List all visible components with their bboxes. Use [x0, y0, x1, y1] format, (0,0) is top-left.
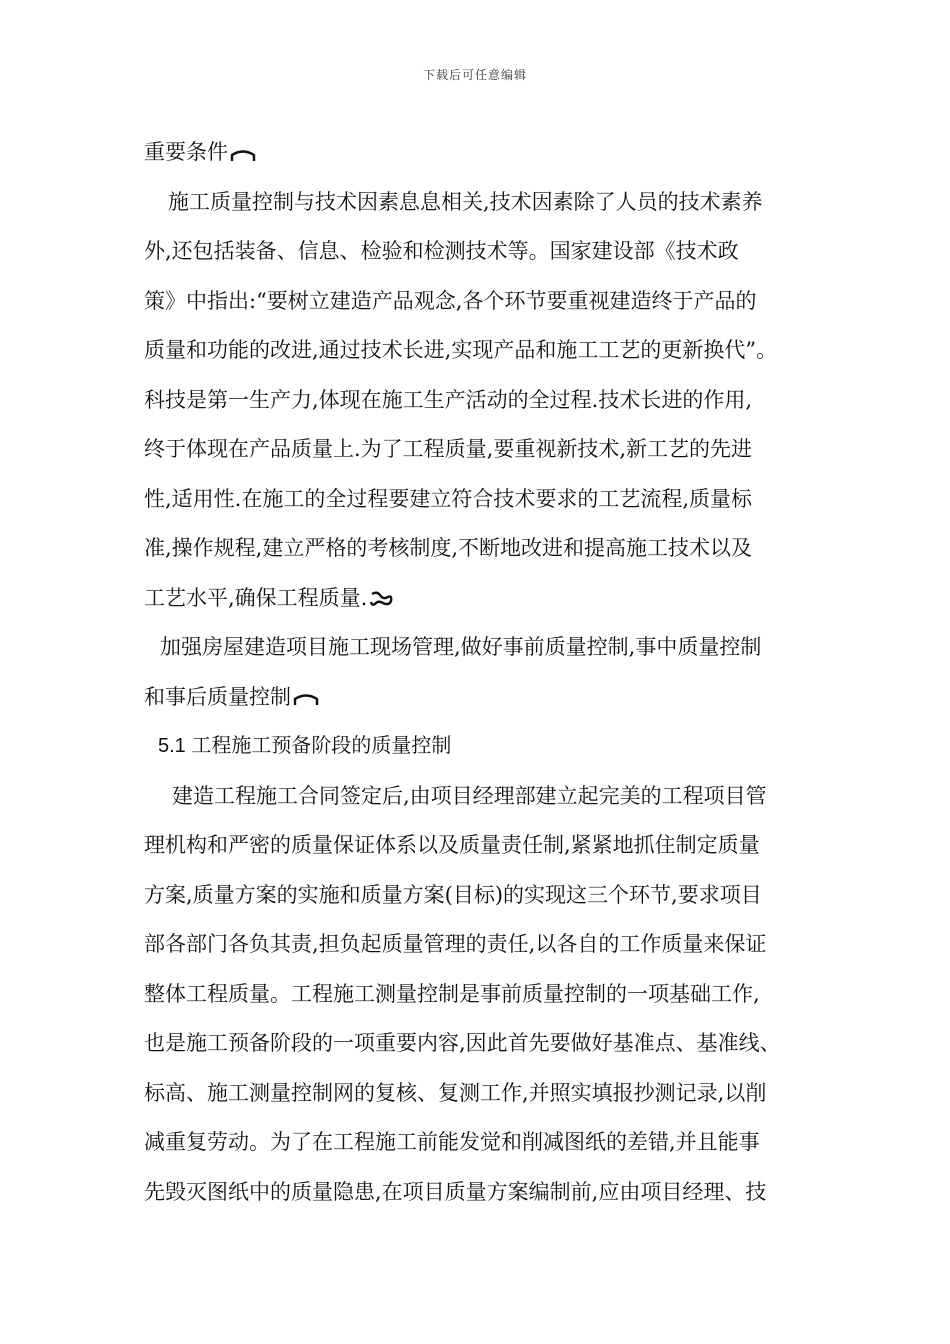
- text-line: 也是施工预备阶段的一项重要内容,因此首先要做好基准点、基准线、: [144, 1031, 781, 1055]
- text-line: 施工质量控制与技术因素息息相关,技术因素除了人员的技术素养: [168, 189, 763, 214]
- text-line: 加强房屋建造项目施工现场管理,做好事前质量控制,事中质量控制: [160, 635, 762, 659]
- text-line: 重要条件: [144, 128, 824, 178]
- text-line: 和事后质量控制: [144, 673, 824, 723]
- text-line: 先毁灭图纸中的质量隐患,在项目质量方案编制前,应由项目经理、技: [144, 1179, 767, 1204]
- text-line: 减重复劳动。为了在工程施工前能发觉和削减图纸的差错,并且能事: [144, 1130, 760, 1154]
- text-line: 标高、施工测量控制网的复核、复测工作,并照实填报抄测记录,以削: [144, 1080, 767, 1105]
- text-line: 科技是第一生产力,体现在施工生产活动的全过程.技术长进的作用,: [144, 387, 753, 412]
- paragraph-end-mark-icon: [369, 590, 395, 608]
- text-line: 准,操作规程,建立严格的考核制度,不断地改进和提高施工技术以及: [144, 536, 753, 560]
- section-heading: 5.1 工程施工预备阶段的质量控制: [158, 735, 452, 757]
- text-line: 理机构和严密的质量保证体系以及质量责任制,紧紧地抓住制定质量: [144, 833, 760, 857]
- text-line: 建造工程施工合同签定后,由项目经理部建立起完美的工程项目管: [172, 783, 767, 808]
- text-line: 方案,质量方案的实施和质量方案(目标)的实现这三个环节,要求项目: [144, 882, 762, 907]
- text-line: 性,适用性.在施工的全过程要建立符合技术要求的工艺流程,质量标: [144, 486, 753, 511]
- text-line: 终于体现在产品质量上.为了工程质量,要重视新技术,新工艺的先进: [144, 437, 753, 461]
- text-line: 整体工程质量。工程施工测量控制是事前质量控制的一项基础工作,: [144, 981, 760, 1006]
- paragraph-end-mark-icon: [293, 690, 319, 706]
- text-line: 工艺水平,确保工程质量.: [144, 574, 824, 624]
- text-line: 策》中指出:“要树立建造产品观念,各个环节要重视建造终于产品的: [144, 288, 757, 313]
- text-line: 部各部门各负其责,担负起质量管理的责任,以各自的工作质量来保证: [144, 932, 767, 956]
- paragraph-end-mark-icon: [230, 146, 256, 162]
- document-body: [144, 128, 824, 1217]
- text-line: 质量和功能的改进,通过技术长进,实现产品和施工工艺的更新换代”。: [144, 338, 778, 362]
- page-header: 下载后可任意编辑: [422, 68, 527, 82]
- text-line: 外,还包括装备、信息、检验和检测技术等。国家建设部《技术政: [144, 239, 739, 263]
